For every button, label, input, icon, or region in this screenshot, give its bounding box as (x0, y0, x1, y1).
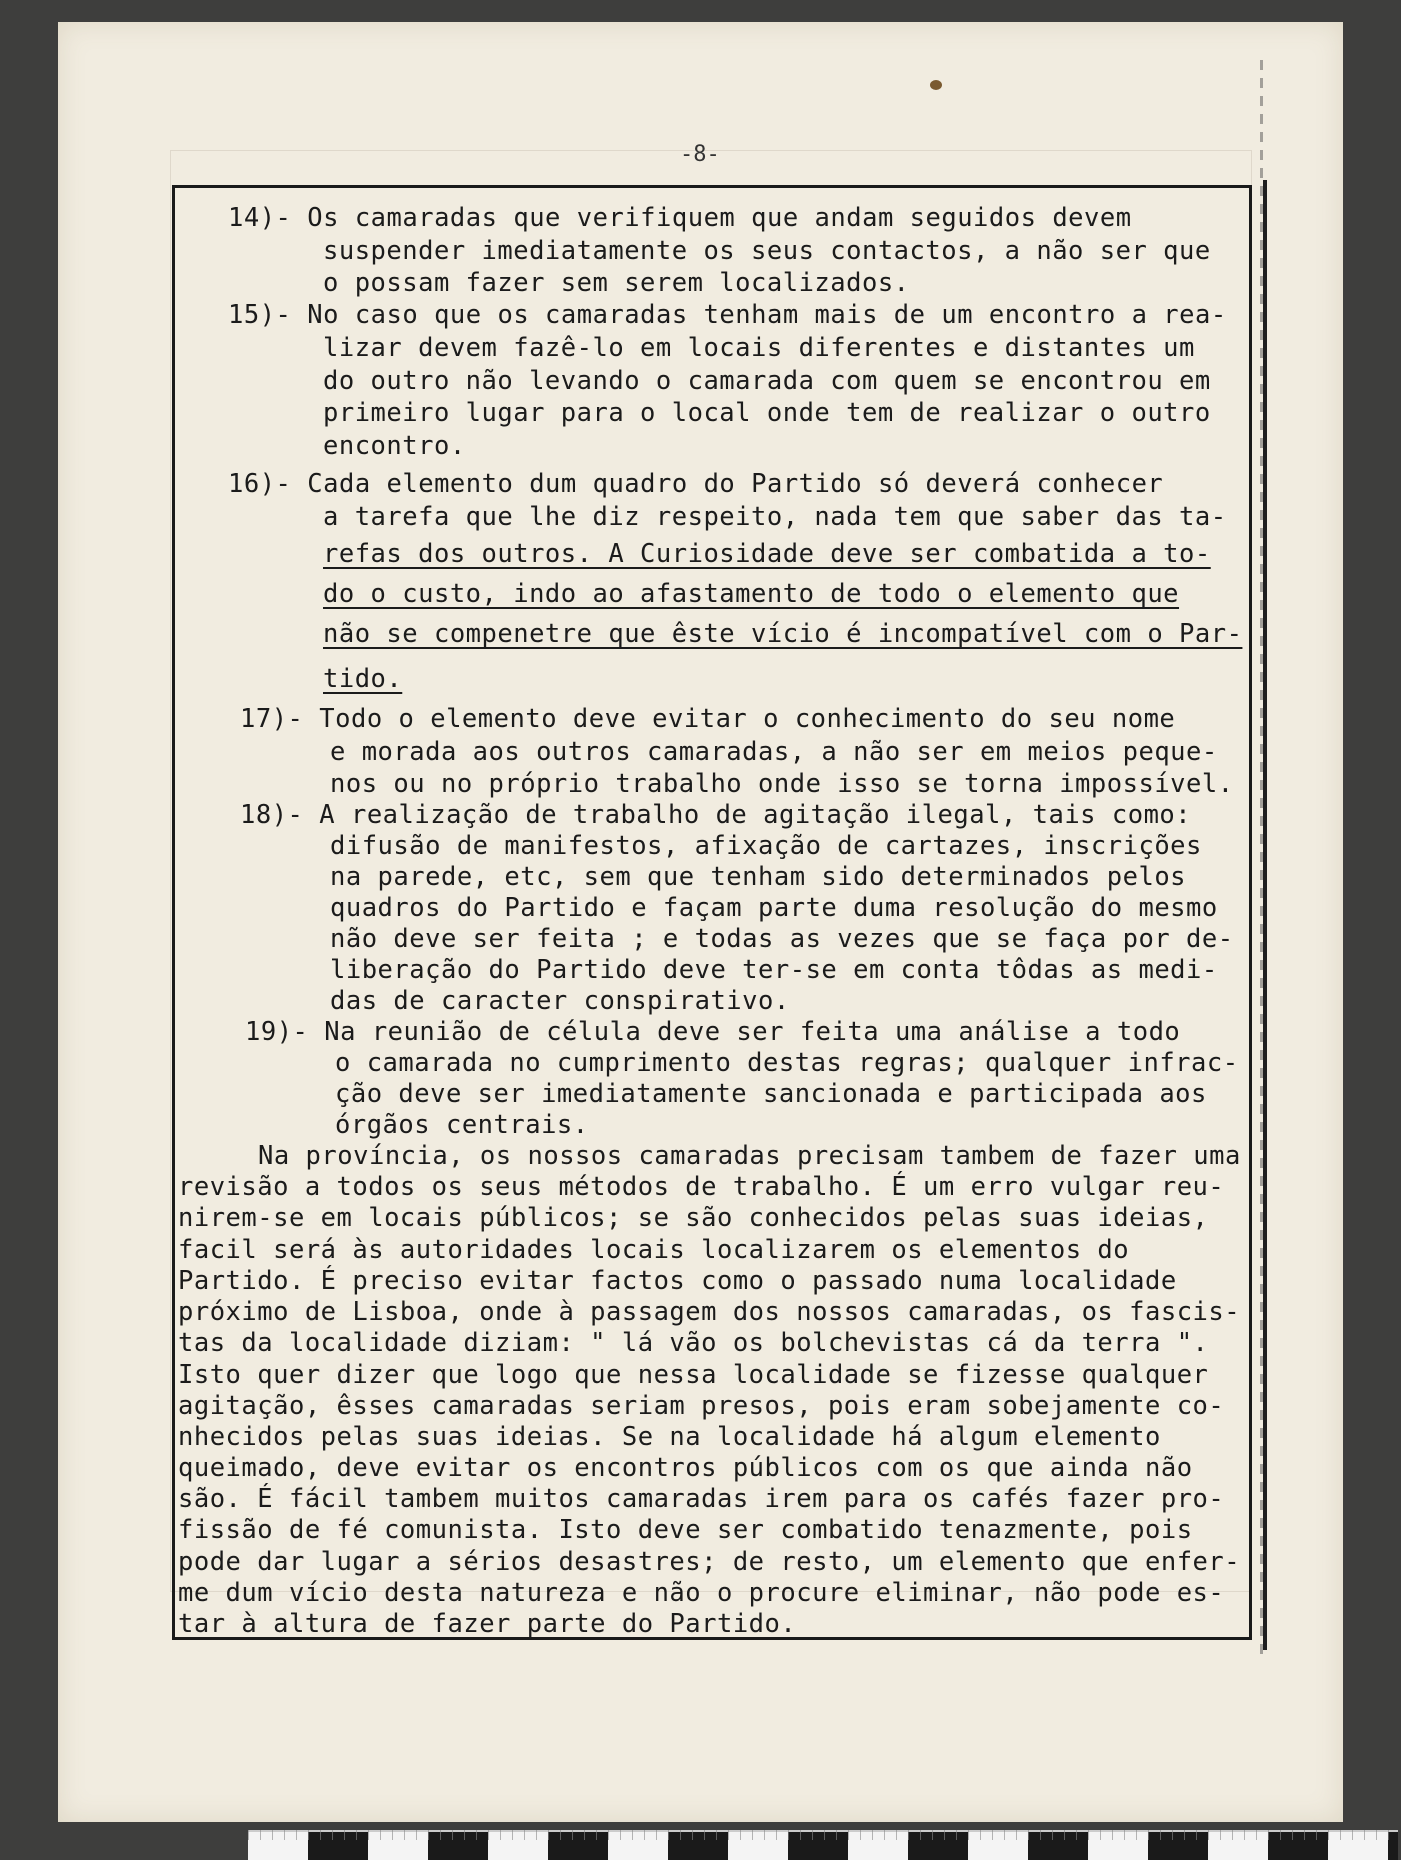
text-line: me dum vício desta natureza e não o procure eliminar, não pode es- (178, 1578, 1225, 1608)
underlined-text-line: tido. (323, 664, 403, 694)
text-line: ção deve ser imediatamente sancionada e participada aos (335, 1079, 1207, 1109)
text-line: na parede, etc, sem que tenham sido determinados pelos (330, 862, 1187, 892)
text-line: revisão a todos os seus métodos de trabalho. É um erro vulgar reu- (178, 1172, 1225, 1202)
text-line: tas da localidade diziam: " lá vão os bolchevistas cá da terra ". (178, 1328, 1209, 1358)
text-frame-right-rule (1263, 180, 1267, 1650)
text-line: nhecidos pelas suas ideias. Se na localidade há algum elemento (178, 1422, 1161, 1452)
text-line: e morada aos outros camaradas, a não ser em meios peque- (330, 737, 1218, 767)
text-line: próximo de Lisboa, onde à passagem dos nossos camaradas, os fascis- (178, 1297, 1241, 1327)
text-line: a tarefa que lhe diz respeito, nada tem que saber das ta- (323, 502, 1227, 532)
text-line: o possam fazer sem serem localizados. (323, 268, 910, 298)
text-line: 18)- A realização de trabalho de agitação ilegal, tais como: (240, 800, 1192, 830)
text-line: das de caracter conspirativo. (330, 986, 790, 1016)
underlined-text-line: não se compenetre que êste vício é incompatível com o Par- (323, 619, 1243, 649)
scale-ruler-ticks (248, 1830, 1398, 1840)
text-line: 19)- Na reunião de célula deve ser feita uma análise a todo (245, 1017, 1181, 1047)
text-line: lizar devem fazê-lo em locais diferentes e distantes um (323, 333, 1195, 363)
text-line: primeiro lugar para o local onde tem de realizar o outro (323, 398, 1211, 428)
text-line: o camarada no cumprimento destas regras; qualquer infrac- (335, 1048, 1239, 1078)
text-line: não deve ser feita ; e todas as vezes que se faça por de- (330, 924, 1234, 954)
underlined-text-line: do o custo, indo ao afastamento de todo o elemento que (323, 579, 1180, 609)
text-line: quadros do Partido e façam parte duma resolução do mesmo (330, 893, 1218, 923)
text-line: difusão de manifestos, afixação de cartazes, inscrições (330, 831, 1202, 861)
text-line: 14)- Os camaradas que verifiquem que andam seguidos devem (228, 203, 1132, 233)
text-line: 17)- Todo o elemento deve evitar o conhecimento do seu nome (240, 704, 1176, 734)
text-line: 16)- Cada elemento dum quadro do Partido só deverá conhecer (228, 469, 1164, 499)
text-line: queimado, deve evitar os encontros públicos com os que ainda não (178, 1453, 1193, 1483)
text-line: órgãos centrais. (335, 1110, 589, 1140)
page-number: -8- (680, 142, 720, 167)
text-line: 15)- No caso que os camaradas tenham mais de um encontro a rea- (228, 300, 1227, 330)
text-line: encontro. (323, 431, 466, 461)
text-line: Na província, os nossos camaradas precisam tambem de fazer uma (258, 1141, 1241, 1171)
text-line: fissão de fé comunista. Isto deve ser combatido tenazmente, pois (178, 1515, 1193, 1545)
text-line: pode dar lugar a sérios desastres; de resto, um elemento que enfer- (178, 1547, 1241, 1577)
text-line: Partido. É preciso evitar factos como o passado numa localidade (178, 1266, 1177, 1296)
text-line: nos ou no próprio trabalho onde isso se torna impossível. (330, 769, 1234, 799)
text-line: do outro não levando o camarada com quem se encontrou em (323, 366, 1211, 396)
text-line: são. É fácil tambem muitos camaradas irem para os cafés fazer pro- (178, 1484, 1225, 1514)
paper-stain (930, 80, 942, 90)
text-line: Isto quer dizer que logo que nessa localidade se fizesse qualquer (178, 1360, 1209, 1390)
text-line: suspender imediatamente os seus contactos, a não ser que (323, 236, 1211, 266)
text-line: tar à altura de fazer parte do Partido. (178, 1609, 797, 1639)
text-line: liberação do Partido deve ter-se em conta tôdas as medi- (330, 955, 1218, 985)
underlined-text-line: refas dos outros. A Curiosidade deve ser combatida a to- (323, 539, 1211, 569)
text-line: facil será às autoridades locais localizarem os elementos do (178, 1235, 1130, 1265)
text-line: nirem-se em locais públicos; se são conhecidos pelas suas ideias, (178, 1203, 1209, 1233)
text-line: agitação, êsses camaradas seriam presos, pois eram sobejamente co- (178, 1391, 1225, 1421)
